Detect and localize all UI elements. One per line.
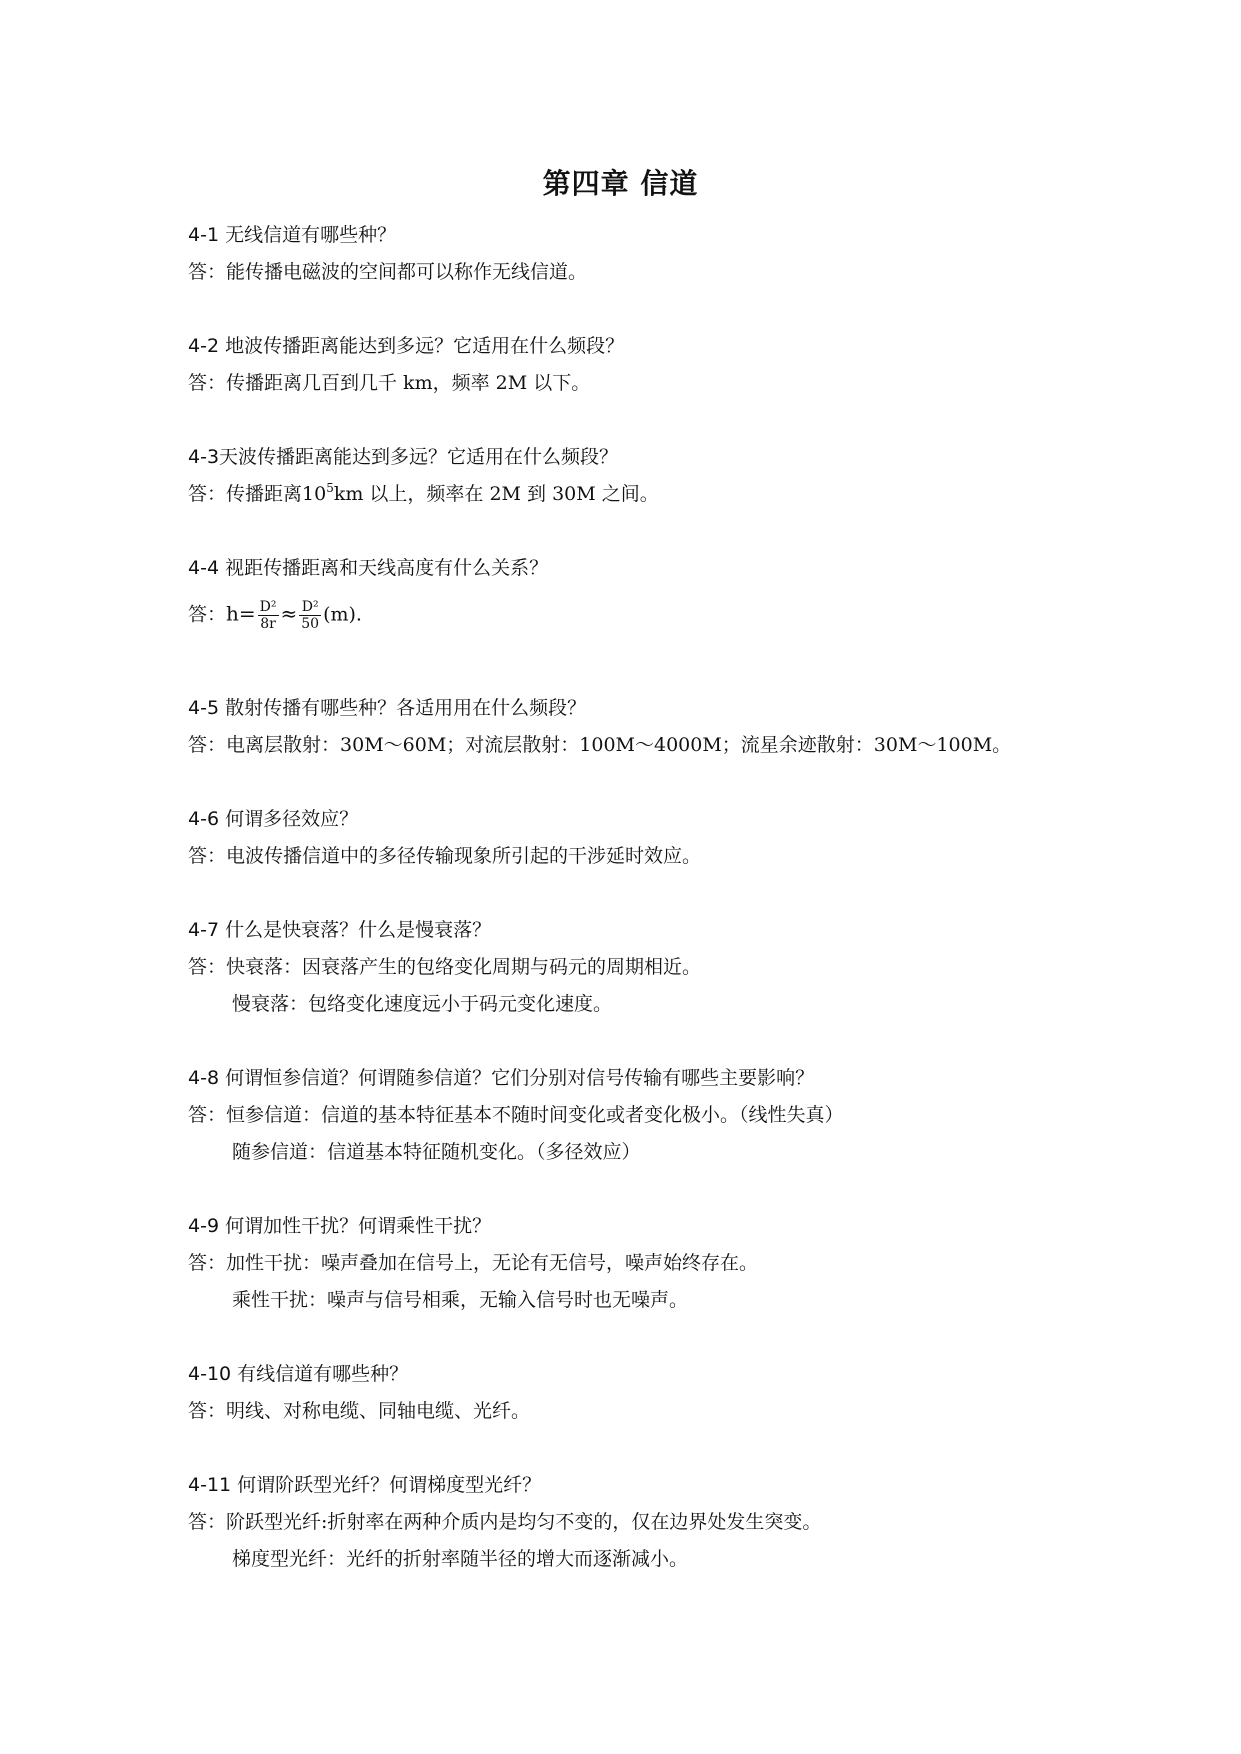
question-4-8	[188, 1065, 814, 1091]
answer-text-post: km 以上，频率在 2M 到 30M 之间。	[333, 483, 659, 505]
question-number: 4-4	[188, 557, 220, 579]
answer-text: 电波传播信道中的多径传输现象所引起的干涉延时效应。	[226, 845, 702, 867]
question-4-10	[188, 1361, 408, 1387]
fraction-2-numerator: D²	[299, 599, 321, 616]
answer-4-7-line2	[232, 991, 612, 1017]
answer-text: 传播距离几百到几千 km，频率 2M 以下。	[226, 372, 591, 394]
question-4-6	[188, 806, 358, 832]
answer-prefix: 答：	[188, 845, 227, 867]
question-4-7	[188, 917, 491, 943]
answer-prefix: 答：	[188, 1400, 227, 1422]
answer-text: 能传播电磁波的空间都可以称作无线信道。	[226, 261, 588, 283]
answer-text: 慢衰落：包络变化速度远小于码元变化速度。	[232, 993, 613, 1015]
approx-symbol: ≈	[280, 601, 298, 626]
answer-4-1	[188, 259, 587, 285]
answer-4-9	[188, 1250, 758, 1276]
question-number: 4-7	[188, 919, 220, 941]
question-text: 何谓阶跃型光纤？何谓梯度型光纤？	[237, 1474, 542, 1496]
question-number: 4-1	[188, 224, 220, 246]
question-4-2	[188, 333, 624, 359]
answer-prefix: 答：	[188, 734, 227, 756]
answer-text: 阶跃型光纤:折射率在两种介质内是均匀不变的，仅在边界处发生突变。	[226, 1511, 822, 1533]
question-4-5	[188, 695, 586, 721]
answer-4-6	[188, 843, 701, 869]
answer-4-4-formula	[188, 599, 362, 632]
answer-prefix: 答：	[188, 603, 227, 626]
question-4-4	[188, 555, 548, 581]
answer-text: 快衰落：因衰落产生的包络变化周期与码元的周期相近。	[226, 956, 702, 978]
question-text: 天波传播距离能达到多远？它适用在什么频段？	[219, 446, 619, 468]
answer-text: 加性干扰：噪声叠加在信号上，无论有无信号，噪声始终存在。	[226, 1252, 759, 1274]
question-text: 何谓多径效应？	[225, 808, 359, 830]
question-4-9	[188, 1213, 491, 1239]
answer-4-2	[188, 370, 590, 396]
answer-text: 电离层散射：30M～60M；对流层散射：100M～4000M；流星余迹散射：30M～100M。	[226, 734, 1012, 756]
answer-prefix: 答：	[188, 956, 227, 978]
fraction-2	[299, 599, 321, 632]
answer-prefix: 答：	[188, 372, 227, 394]
answer-text: 恒参信道：信道的基本特征基本不随时间变化或者变化极小。（线性失真）	[226, 1104, 844, 1126]
fraction-1-denominator: 8r	[260, 616, 276, 632]
answer-text: 随参信道：信道基本特征随机变化。（多径效应）	[232, 1141, 641, 1163]
question-number: 4-2	[188, 335, 220, 357]
question-number: 4-8	[188, 1067, 220, 1089]
question-text: 视距传播距离和天线高度有什么关系？	[225, 557, 549, 579]
question-4-3	[188, 444, 618, 470]
question-number: 4-3	[188, 446, 220, 468]
fraction-1-numerator: D²	[259, 599, 277, 615]
question-number: 4-9	[188, 1215, 220, 1237]
question-4-11	[188, 1472, 541, 1498]
answer-prefix: 答：	[188, 1511, 227, 1533]
answer-text-pre: 传播距离	[226, 483, 303, 505]
question-text: 散射传播有哪些种？各适用用在什么频段？	[225, 697, 587, 719]
question-text: 有线信道有哪些种？	[237, 1363, 409, 1385]
question-number: 4-11	[188, 1474, 232, 1496]
answer-4-5	[188, 732, 1011, 758]
question-4-1	[188, 222, 396, 248]
fraction-2-denominator: 50	[301, 616, 320, 632]
answer-prefix: 答：	[188, 1252, 227, 1274]
question-text: 何谓加性干扰？何谓乘性干扰？	[225, 1215, 492, 1237]
question-number: 4-5	[188, 697, 220, 719]
question-text: 什么是快衰落？什么是慢衰落？	[225, 919, 492, 941]
answer-prefix: 答：	[188, 261, 227, 283]
answer-text: 明线、对称电缆、同轴电缆、光纤。	[226, 1400, 531, 1422]
answer-4-3	[188, 481, 659, 507]
answer-4-11-line2	[232, 1546, 688, 1572]
answer-text: 乘性干扰：噪声与信号相乘，无输入信号时也无噪声。	[232, 1289, 689, 1311]
power-base: 10	[302, 483, 327, 505]
question-number: 4-10	[188, 1363, 232, 1385]
formula-unit: (m).	[323, 603, 362, 626]
answer-4-8	[188, 1102, 844, 1128]
question-text: 何谓恒参信道？何谓随参信道？它们分别对信号传输有哪些主要影响？	[225, 1067, 815, 1089]
page-title: 第四章 信道	[542, 167, 699, 200]
answer-4-11	[188, 1509, 821, 1535]
answer-4-7	[188, 954, 701, 980]
question-text: 无线信道有哪些种？	[225, 224, 397, 246]
formula-lhs: h=	[226, 601, 256, 626]
power-exponent: 5	[326, 481, 334, 495]
answer-4-8-line2	[232, 1139, 641, 1165]
question-number: 4-6	[188, 808, 220, 830]
answer-4-10	[188, 1398, 530, 1424]
fraction-1	[258, 599, 279, 632]
answer-prefix: 答：	[188, 1104, 227, 1126]
answer-text: 梯度型光纤：光纤的折射率随半径的增大而逐渐减小。	[232, 1548, 689, 1570]
answer-4-9-line2	[232, 1287, 688, 1313]
question-text: 地波传播距离能达到多远？它适用在什么频段？	[225, 335, 625, 357]
answer-prefix: 答：	[188, 483, 227, 505]
